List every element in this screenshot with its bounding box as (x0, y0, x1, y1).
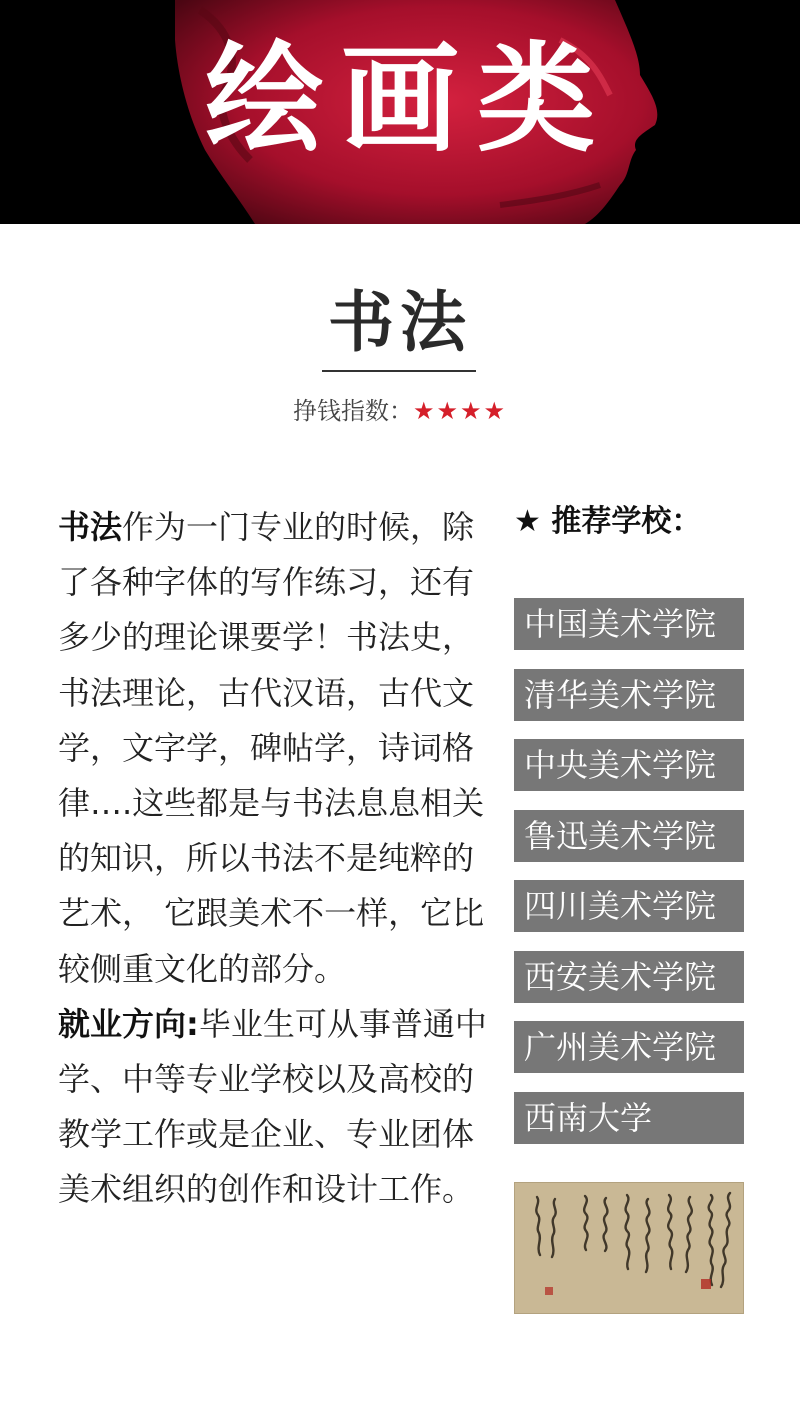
school-list (514, 598, 744, 1162)
school-item: 四川美术学院 (514, 880, 744, 932)
star-rating-icons: ★★★★ (412, 397, 508, 425)
earning-index-label: 挣钱指数： (292, 397, 413, 425)
major-description (58, 500, 498, 1218)
career-text: 毕业生可从事普通中学、中等专业学校以及高校的教学工作或是企业、专业团体美术组织的创作和设计工作。 (58, 1004, 487, 1209)
banner-title: 绘画类 (204, 30, 613, 168)
school-item: 西南大学 (514, 1092, 744, 1144)
title-underline (322, 370, 476, 372)
school-item: 鲁迅美术学院 (514, 810, 744, 862)
page-title: 书法 (328, 284, 472, 361)
school-item: 中央美术学院 (514, 739, 744, 791)
recommended-schools-heading: ★ 推荐学校： (514, 504, 702, 539)
calligraphy-artwork-image (514, 1182, 744, 1314)
school-item: 广州美术学院 (514, 1021, 744, 1073)
earning-index (0, 396, 800, 426)
description-lead-bold: 书法 (58, 508, 123, 546)
school-item: 中国美术学院 (514, 598, 744, 650)
school-item: 清华美术学院 (514, 669, 744, 721)
career-heading: 就业方向: (58, 1004, 199, 1043)
description-text: 作为一门专业的时候，除了各种字体的写作练习，还有多少的理论课要学！书法史，书法理论，古代汉语，古代文学，文字学，碑帖学，诗词格律….这些都是与书法息息相关的知识，所以书法不是纯粹的艺术， 它跟美术不一样，它比较侧重文化的部分。 (58, 508, 485, 988)
header-banner (0, 0, 800, 224)
school-item: 西安美术学院 (514, 951, 744, 1003)
